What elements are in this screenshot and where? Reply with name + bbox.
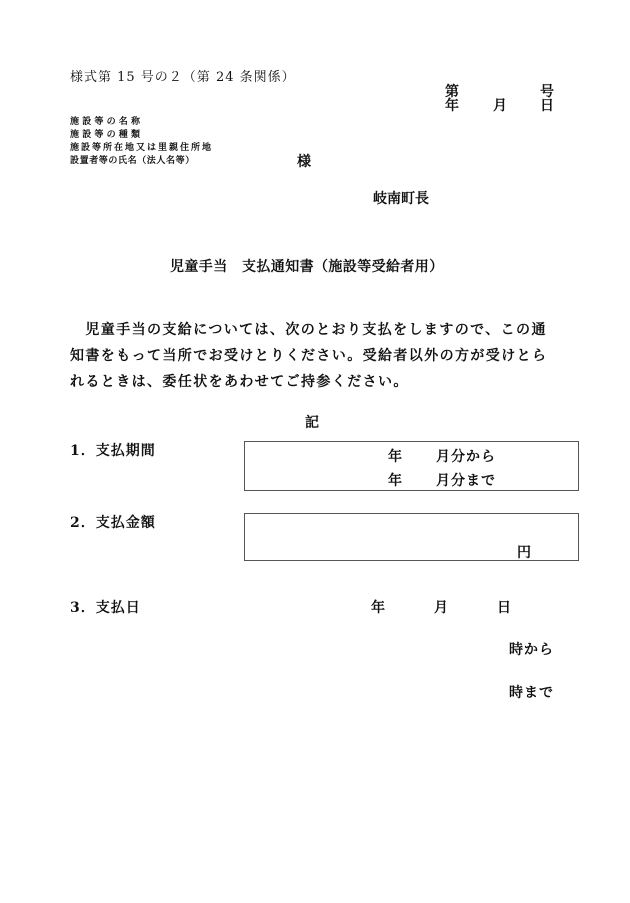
facility-type-label: 施設等の種類 bbox=[70, 130, 144, 140]
period-from-month: 月分から bbox=[436, 449, 496, 465]
notice-body-line-1: 児童手当の支給については、次のとおり支払をしますので、この通 bbox=[70, 322, 547, 338]
payment-time-from: 時から bbox=[509, 642, 554, 658]
notice-body bbox=[70, 317, 565, 395]
payment-period-label: 1．支払期間 bbox=[70, 443, 156, 459]
payment-amount-label: 2．支払金額 bbox=[70, 515, 156, 531]
amount-unit-yen: 円 bbox=[517, 545, 531, 561]
payment-date-year: 年 bbox=[371, 600, 385, 616]
honorific: 様 bbox=[297, 154, 311, 170]
form-number: 様式第 15 号の２（第 24 条関係） bbox=[70, 70, 296, 85]
document-number-prefix: 第 bbox=[445, 84, 459, 100]
period-to-month: 月分まで bbox=[436, 473, 496, 489]
issuer-name: 岐南町長 bbox=[373, 191, 429, 207]
facility-name-label: 施設等の名称 bbox=[70, 117, 144, 127]
issue-date-month: 月 bbox=[493, 98, 507, 114]
payment-date-label: 3．支払日 bbox=[70, 600, 141, 616]
period-to-year: 年 bbox=[388, 473, 402, 489]
issue-date-day: 日 bbox=[540, 98, 554, 114]
period-from-year: 年 bbox=[388, 449, 402, 465]
issue-date-year: 年 bbox=[445, 98, 459, 114]
payment-date-month: 月 bbox=[434, 600, 448, 616]
notice-body-line-2: 知書をもって当所でお受けとりください。受給者以外の方が受けとら bbox=[70, 348, 548, 364]
payment-period-box bbox=[244, 441, 579, 491]
facility-address-label: 施設等所在地又は里親住所地 bbox=[70, 143, 214, 153]
founder-name-label: 設置者等の氏名（法人名等） bbox=[70, 156, 195, 166]
notice-body-line-3: れるときは、委任状をあわせてご持参ください。 bbox=[70, 374, 409, 390]
document-title: 児童手当 支払通知書（施設等受給者用） bbox=[170, 259, 444, 275]
ki-heading: 記 bbox=[305, 415, 319, 431]
payment-date-day: 日 bbox=[497, 600, 511, 616]
payment-time-to: 時まで bbox=[509, 685, 554, 701]
document-number-suffix: 号 bbox=[540, 84, 554, 100]
